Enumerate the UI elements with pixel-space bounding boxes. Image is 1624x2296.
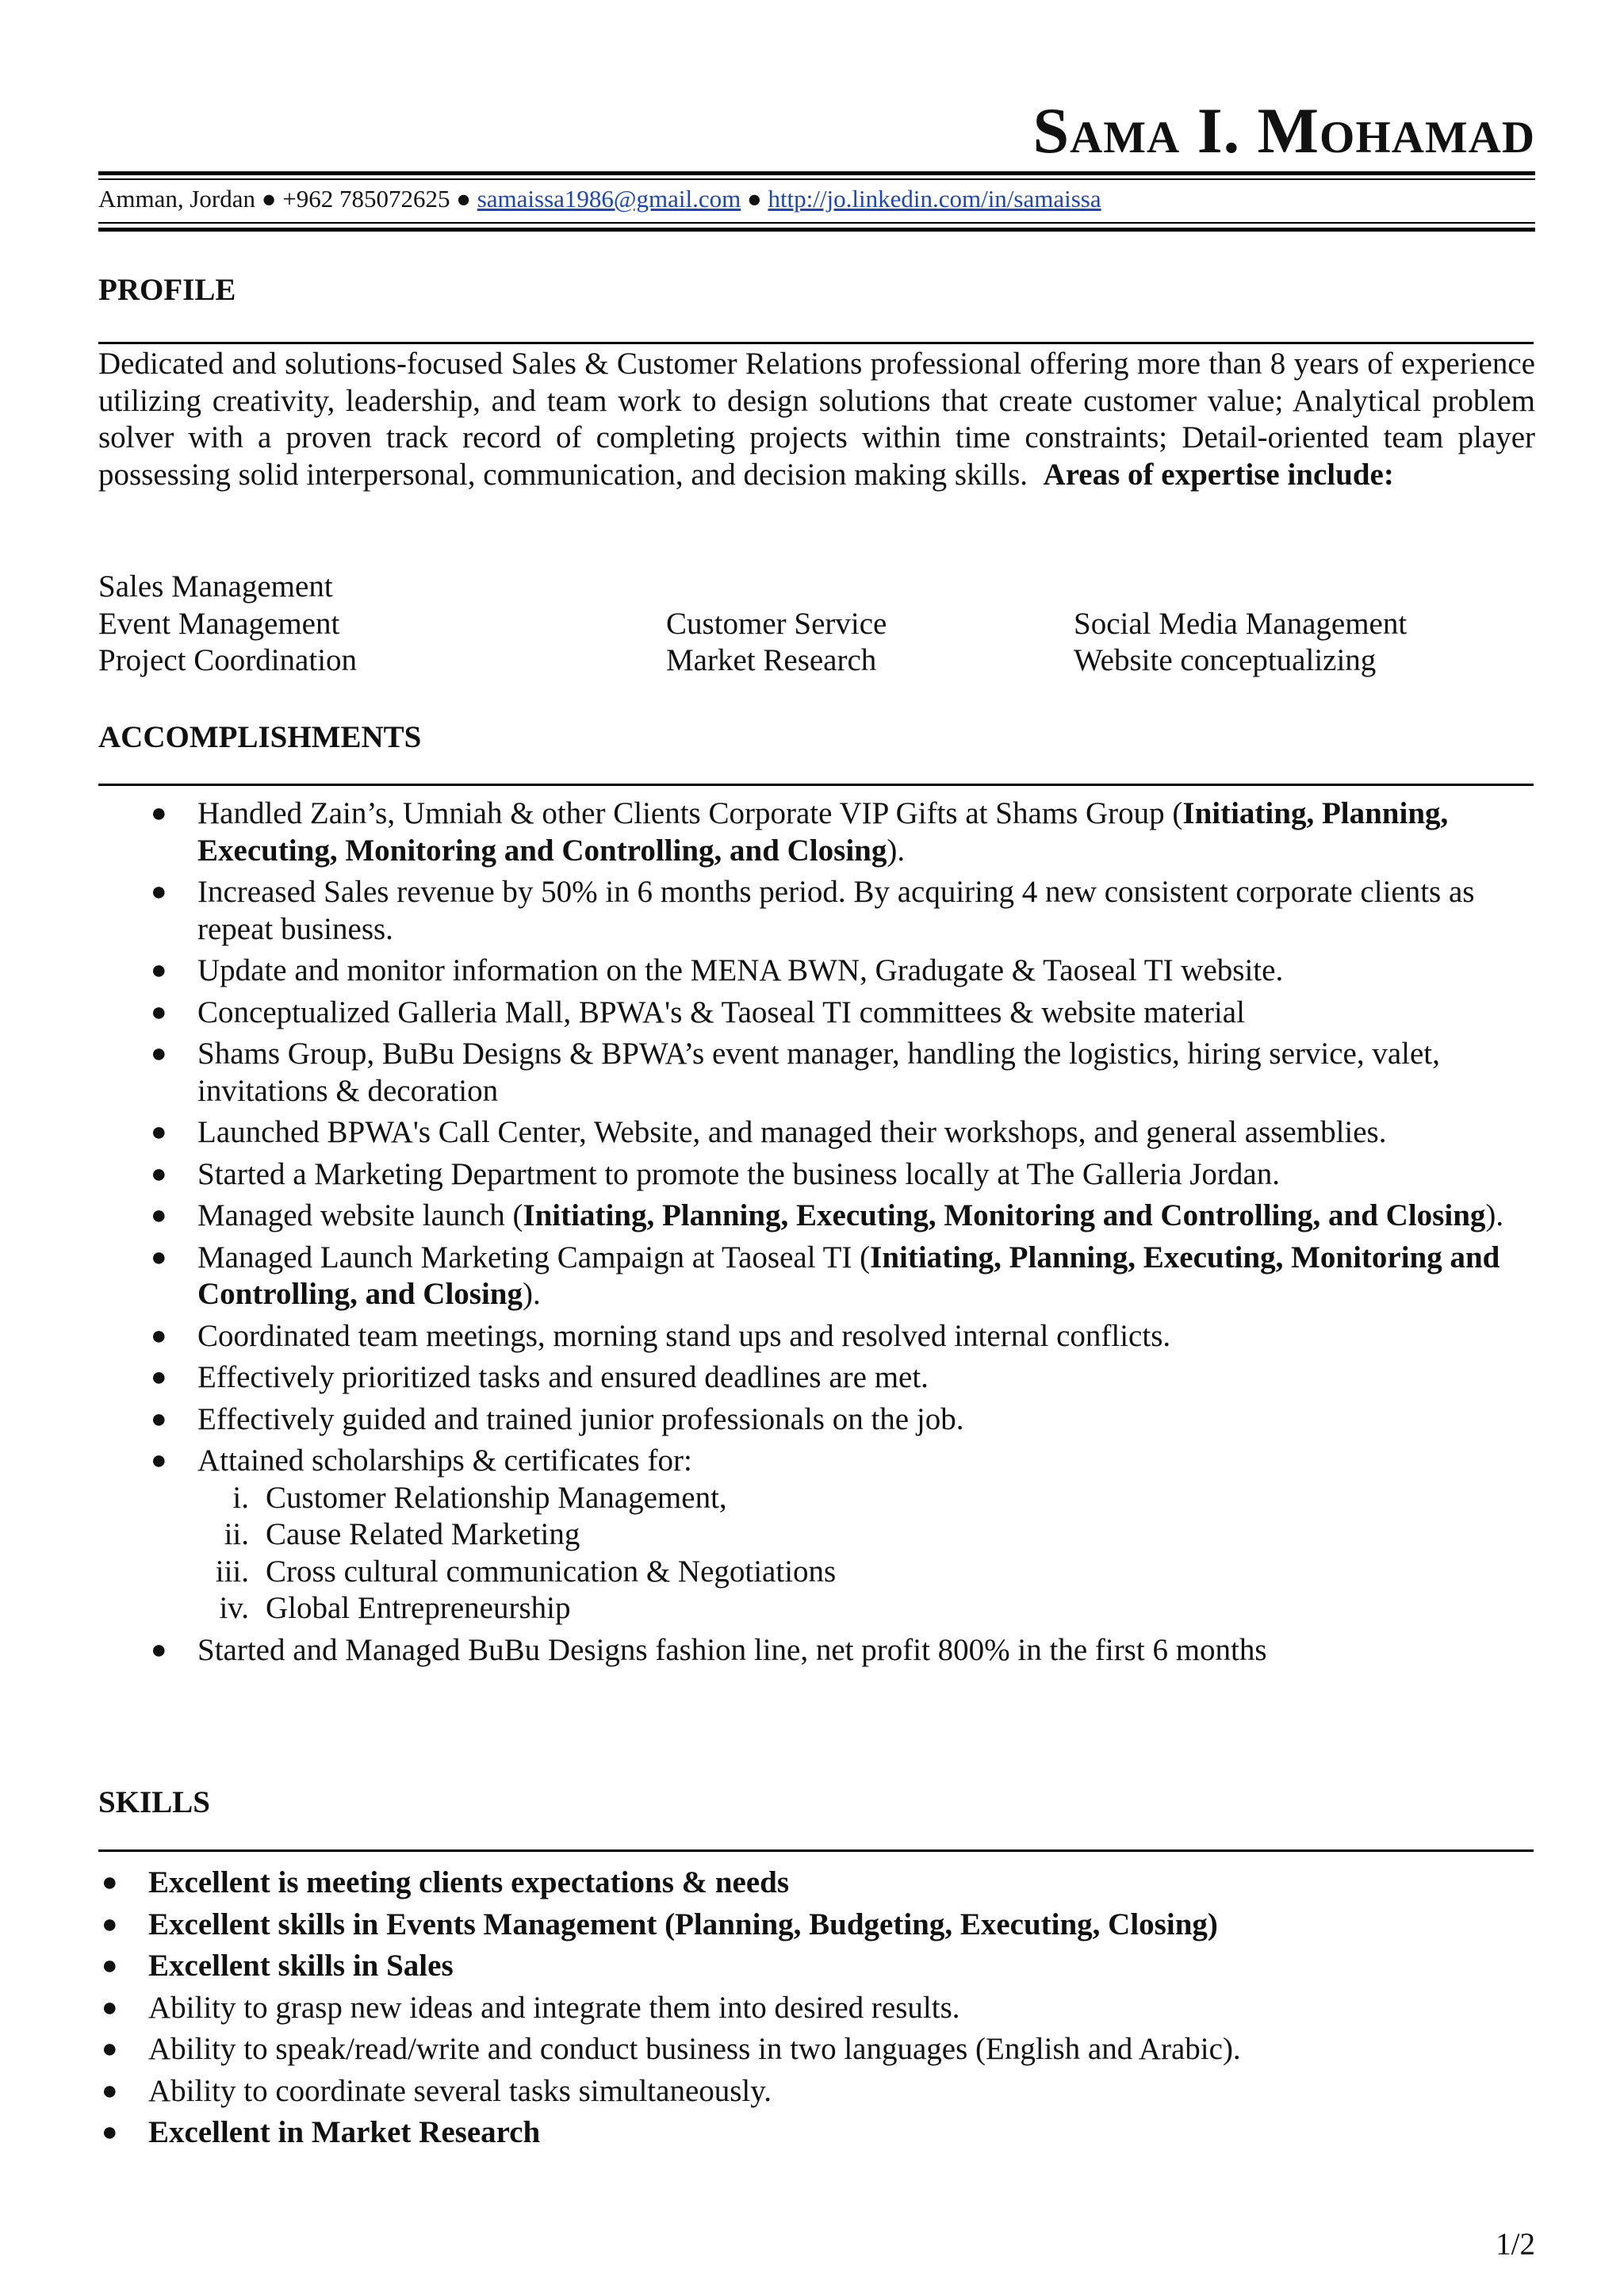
accomplishments-list <box>98 795 1534 1673</box>
bullet-icon: ● <box>102 2076 118 2106</box>
bullet-icon: ● <box>151 1320 167 1351</box>
certificate-item: ii. Cause Related Marketing <box>224 1517 580 1551</box>
bullet-icon: ● <box>102 2118 118 2147</box>
contact-line <box>98 184 1101 213</box>
areas-of-expertise <box>98 569 1535 680</box>
bullet-icon: ● <box>102 1909 118 1939</box>
list-item: ● Started a Marketing Department to promote the business locally at The Galleria Jordan. <box>98 1156 1534 1194</box>
bullet-icon: ● <box>151 1404 167 1434</box>
certificate-item: i. Customer Relationship Management, <box>232 1480 727 1515</box>
area-item: Event Management <box>98 606 340 641</box>
header-rule-bottom-thin <box>98 222 1535 224</box>
separator-dot: ● <box>456 185 471 213</box>
list-item: ● Started and Managed BuBu Designs fashion line, net profit 800% in the first 6 months <box>98 1632 1534 1669</box>
list-item: ● Managed website launch (Initiating, Planning, Executing, Monitoring and Controlling, and Closing). <box>98 1198 1534 1235</box>
bullet-icon: ● <box>151 1039 167 1068</box>
phone: +962 785072625 <box>282 185 450 213</box>
accomplishments-heading: ACCOMPLISHMENTS <box>98 720 422 754</box>
bullet-icon: ● <box>151 1363 167 1392</box>
profile-summary <box>98 346 1535 493</box>
area-item: Sales Management <box>98 569 333 604</box>
bullet-icon: ● <box>151 1117 167 1147</box>
page-number: 1/2 <box>1496 2227 1535 2261</box>
bullet-icon: ● <box>102 2034 118 2064</box>
accomplishments-rule <box>98 784 1534 786</box>
list-item: ● Coordinated team meetings, morning stand ups and resolved internal conflicts. <box>98 1318 1534 1355</box>
linkedin-link[interactable]: http://jo.linkedin.com/in/samaissa <box>768 185 1101 213</box>
bullet-icon: ● <box>151 1201 167 1230</box>
skills-rule <box>98 1849 1534 1852</box>
area-item: Customer Service <box>666 606 887 641</box>
separator-dot: ● <box>746 185 762 213</box>
bullet-icon: ● <box>151 799 167 828</box>
bullet-icon: ● <box>102 1992 118 2022</box>
email-link[interactable]: samaissa1986@gmail.com <box>477 185 741 213</box>
bullet-icon: ● <box>102 1868 118 1897</box>
candidate-name: Sama I. Mohamad <box>1032 94 1535 167</box>
certificate-list <box>98 1480 1534 1627</box>
bullet-icon: ● <box>102 1951 118 1980</box>
header-rule-bottom-thick <box>98 228 1535 232</box>
areas-lead: Areas of expertise include: <box>1043 457 1394 492</box>
list-item: ● Shams Group, BuBu Designs & BPWA’s event manager, handling the logistics, hiring service, valet, invitations & decoration <box>151 1037 1440 1108</box>
skills-list <box>98 1862 1534 2154</box>
list-item: ● Excellent skills in Events Management (Planning, Budgeting, Executing, Closing) <box>98 1904 1534 1946</box>
list-item: ● Excellent is meeting clients expectations & needs <box>98 1862 1534 1904</box>
list-item: ● Attained scholarships & certificates for: <box>98 1443 1534 1480</box>
list-item: ● Increased Sales revenue by 50% in 6 months period. By acquiring 4 new consistent corporate clients as repeat business. <box>151 875 1475 946</box>
list-item: ● Managed Launch Marketing Campaign at Taoseal TI (Initiating, Planning, Executing, Monitoring and Controlling, and Closing). <box>151 1240 1500 1311</box>
list-item: ● Handled Zain’s, Umniah & other Clients Corporate VIP Gifts at Shams Group (Initiating, Planning, Executing, Monitoring and Controlling, and Closing). <box>151 796 1449 868</box>
bullet-icon: ● <box>151 1159 167 1189</box>
area-item: Social Media Management <box>1074 606 1408 641</box>
profile-rule <box>98 342 1534 344</box>
area-item: Project Coordination <box>98 643 358 677</box>
header-rule-top-thin <box>98 178 1535 180</box>
location: Amman, Jordan <box>98 185 256 213</box>
bullet-icon: ● <box>151 877 167 907</box>
bullet-icon: ● <box>151 997 167 1027</box>
bullet-icon: ● <box>151 1635 167 1665</box>
list-item: ● Effectively guided and trained junior professionals on the job. <box>98 1401 1534 1439</box>
list-item: ● Ability to coordinate several tasks simultaneously. <box>98 2071 1534 2113</box>
list-item: ● Ability to grasp new ideas and integrate them into desired results. <box>98 1987 1534 2030</box>
certificate-item: iv. Global Entrepreneurship <box>219 1591 571 1625</box>
certificate-item: iii. Cross cultural communication & Negotiations <box>215 1554 837 1589</box>
header-rule-top-thick <box>98 171 1535 175</box>
area-item: Website conceptualizing <box>1074 643 1377 677</box>
list-item: ● Effectively prioritized tasks and ensured deadlines are met. <box>98 1359 1534 1397</box>
list-item: ● Ability to speak/read/write and conduct business in two languages (English and Arabic). <box>98 2029 1534 2071</box>
list-item: ● Update and monitor information on the MENA BWN, Gradugate & Taoseal TI website. <box>98 953 1534 990</box>
bullet-icon: ● <box>151 1446 167 1475</box>
bullet-icon: ● <box>151 956 167 985</box>
bullet-icon: ● <box>151 1242 167 1272</box>
list-item: ● Excellent in Market Research <box>98 2112 1534 2154</box>
separator-dot: ● <box>261 185 277 213</box>
list-item: ● Launched BPWA's Call Center, Website, and managed their workshops, and general assemblies. <box>98 1114 1534 1152</box>
skills-heading: SKILLS <box>98 1785 210 1819</box>
profile-text: Dedicated and solutions-focused Sales & Customer Relations professional offering more than 8 years of experience utilizing creativity, leadership, and team work to design solutions that create customer value; Analytical problem solver with a proven track record of completing projects within time constraints; Detail-oriented team player possessing solid interpersonal, communication, and decision making skills. <box>98 347 1535 492</box>
area-item: Market Research <box>666 643 877 677</box>
list-item: ● Excellent skills in Sales <box>98 1945 1534 1987</box>
areas-grid <box>98 606 1535 680</box>
profile-heading: PROFILE <box>98 273 236 307</box>
list-item: ● Conceptualized Galleria Mall, BPWA's & Taoseal TI committees & website material <box>98 995 1534 1032</box>
